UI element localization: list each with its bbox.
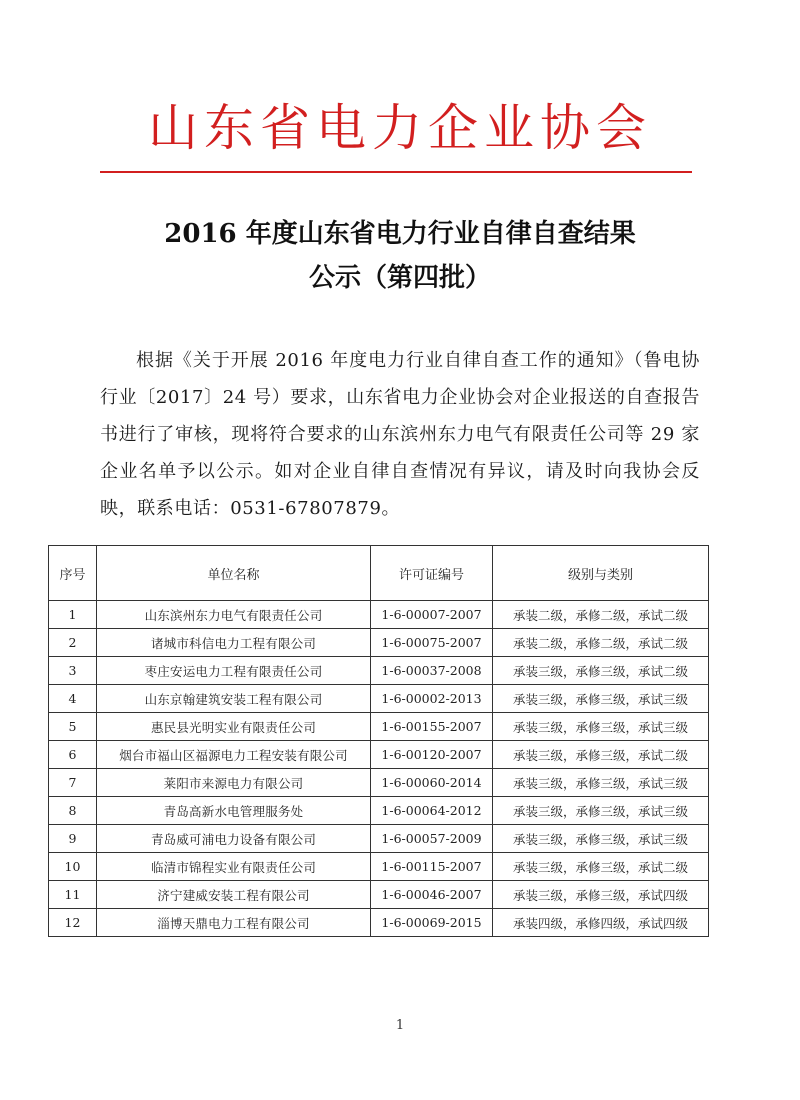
cell-level: 承装三级，承修三级，承试三级 xyxy=(493,685,709,713)
table-row xyxy=(49,853,709,881)
document-title xyxy=(0,212,800,300)
title-line-1: 2016 年度山东省电力行业自律自查结果 xyxy=(164,219,636,249)
cell-level: 承装二级，承修二级，承试二级 xyxy=(493,629,709,657)
table-header-row xyxy=(49,546,709,601)
table-row xyxy=(49,629,709,657)
cell-license: 1-6-00060-2014 xyxy=(371,769,493,797)
cell-license: 1-6-00075-2007 xyxy=(371,629,493,657)
cell-license: 1-6-00007-2007 xyxy=(371,601,493,629)
table-row xyxy=(49,685,709,713)
header-license: 许可证编号 xyxy=(371,546,493,601)
cell-level: 承装三级，承修三级，承试三级 xyxy=(493,825,709,853)
table-row xyxy=(49,657,709,685)
cell-company: 枣庄安运电力工程有限责任公司 xyxy=(97,657,371,685)
cell-index: 10 xyxy=(49,853,97,881)
cell-company: 烟台市福山区福源电力工程安装有限公司 xyxy=(97,741,371,769)
header-company: 单位名称 xyxy=(97,546,371,601)
cell-license: 1-6-00002-2013 xyxy=(371,685,493,713)
cell-license: 1-6-00046-2007 xyxy=(371,881,493,909)
cell-license: 1-6-00120-2007 xyxy=(371,741,493,769)
cell-company: 淄博天鼎电力工程有限公司 xyxy=(97,909,371,937)
cell-company: 莱阳市来源电力有限公司 xyxy=(97,769,371,797)
table-row xyxy=(49,769,709,797)
cell-index: 2 xyxy=(49,629,97,657)
table-row xyxy=(49,741,709,769)
cell-company: 青岛高新水电管理服务处 xyxy=(97,797,371,825)
cell-index: 7 xyxy=(49,769,97,797)
cell-index: 8 xyxy=(49,797,97,825)
cell-company: 惠民县光明实业有限责任公司 xyxy=(97,713,371,741)
cell-index: 5 xyxy=(49,713,97,741)
cell-level: 承装二级，承修二级，承试二级 xyxy=(493,601,709,629)
cell-index: 1 xyxy=(49,601,97,629)
cell-company: 临清市锦程实业有限责任公司 xyxy=(97,853,371,881)
table-body xyxy=(49,601,709,937)
cell-license: 1-6-00115-2007 xyxy=(371,853,493,881)
cell-company: 山东京翰建筑安装工程有限公司 xyxy=(97,685,371,713)
cell-license: 1-6-00057-2009 xyxy=(371,825,493,853)
letterhead-red-rule xyxy=(100,171,692,173)
table-row xyxy=(49,909,709,937)
cell-license: 1-6-00155-2007 xyxy=(371,713,493,741)
organization-letterhead: 山东省电力企业协会 xyxy=(148,99,652,157)
cell-company: 诸城市科信电力工程有限公司 xyxy=(97,629,371,657)
cell-index: 4 xyxy=(49,685,97,713)
cell-company: 山东滨州东力电气有限责任公司 xyxy=(97,601,371,629)
title-line-2: 公示（第四批） xyxy=(308,263,491,293)
cell-license: 1-6-00069-2015 xyxy=(371,909,493,937)
cell-index: 11 xyxy=(49,881,97,909)
cell-level: 承装四级，承修四级，承试四级 xyxy=(493,909,709,937)
results-table xyxy=(48,545,709,937)
cell-license: 1-6-00064-2012 xyxy=(371,797,493,825)
table-row xyxy=(49,601,709,629)
cell-level: 承装三级，承修三级，承试二级 xyxy=(493,657,709,685)
cell-index: 12 xyxy=(49,909,97,937)
cell-index: 3 xyxy=(49,657,97,685)
table-row xyxy=(49,881,709,909)
cell-index: 6 xyxy=(49,741,97,769)
body-paragraph: 根据《关于开展 2016 年度电力行业自律自查工作的通知》（鲁电协行业〔2017〕24 号）要求，山东省电力企业协会对企业报送的自查报告书进行了审核，现将符合要求的山东滨州东力电气有限责任公司等 29 家企业名单予以公示。如对企业自律自查情况有异议，请及时向我协会反映，联系电话：0531-67807879。 xyxy=(100,350,700,519)
header-index: 序号 xyxy=(49,546,97,601)
cell-company: 济宁建威安装工程有限公司 xyxy=(97,881,371,909)
cell-index: 9 xyxy=(49,825,97,853)
page-number: 1 xyxy=(395,1018,405,1033)
table-row xyxy=(49,825,709,853)
header-level: 级别与类别 xyxy=(493,546,709,601)
cell-level: 承装三级，承修三级，承试三级 xyxy=(493,713,709,741)
table-row xyxy=(49,797,709,825)
cell-level: 承装三级，承修三级，承试三级 xyxy=(493,769,709,797)
cell-level: 承装三级，承修三级，承试四级 xyxy=(493,881,709,909)
cell-level: 承装三级，承修三级，承试三级 xyxy=(493,797,709,825)
table-row xyxy=(49,713,709,741)
cell-company: 青岛威可浦电力设备有限公司 xyxy=(97,825,371,853)
cell-level: 承装三级，承修三级，承试二级 xyxy=(493,741,709,769)
cell-level: 承装三级，承修三级，承试二级 xyxy=(493,853,709,881)
body-paragraph-block xyxy=(100,342,700,527)
cell-license: 1-6-00037-2008 xyxy=(371,657,493,685)
